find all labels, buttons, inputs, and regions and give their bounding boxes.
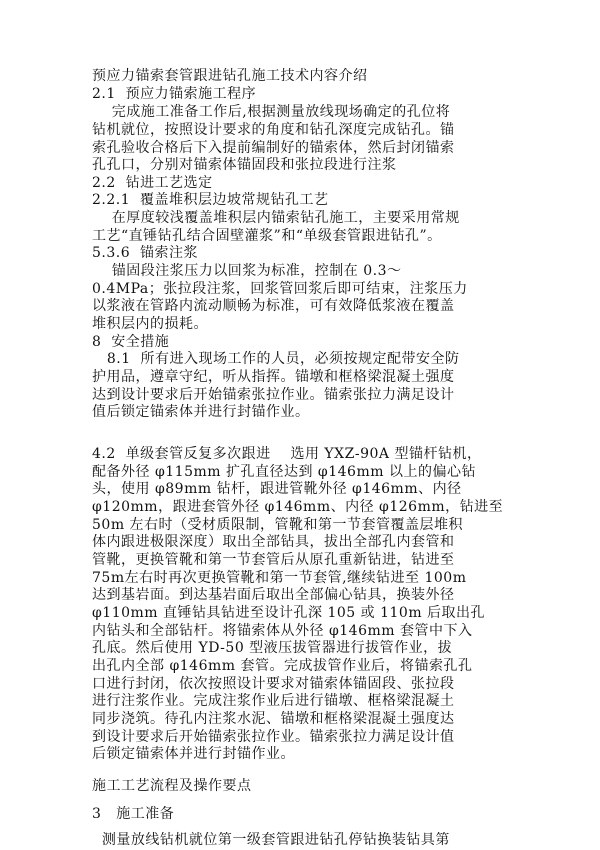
paragraph-line: 孔孔口，分别对锚索体锚固段和张拉段进行注浆 (92, 157, 397, 173)
paragraph-line: 出孔内全部 φ146mm 套管。完成拔管作业后，将锚索孔孔 (92, 658, 473, 674)
paragraph-line: φ120mm，跟进套管外径 φ146mm、内径 φ126mm，钻进至 (92, 499, 504, 515)
paragraph-line: 头，使用 φ89mm 钻杆，跟进管靴外径 φ146mm、内径 (92, 481, 462, 497)
paragraph-line: φ110mm 直锤钻具钻进至设计孔深 105 或 110m 后取出孔 (92, 605, 486, 621)
paragraph-line: 在厚度较浅覆盖堆积层内锚索钻孔施工，主要采用常规 (92, 210, 460, 226)
paragraph-line: 内钻头和全部钻杆。将锚索体从外径 φ146mm 套管中下入 (92, 623, 473, 639)
paragraph-line: 8.1 所有进入现场工作的人员，必须按规定配带安全防 (92, 351, 460, 367)
paragraph-line: 到设计要求后开始锚索张拉作业。锚索张拉力满足设计值 (92, 729, 455, 745)
paragraph-line: 体内跟进极限深度）取出全部钻具，拔出全部孔内套管和 (92, 534, 455, 550)
paragraph-line: 锚固段注浆压力以回浆为标准，控制在 0.3～ (92, 263, 402, 279)
paragraph-line: 后锁定锚索体并进行封锚作业。 (92, 746, 295, 762)
paragraph-line: 0.4MPa；张拉段注浆，回浆管回浆后即可结束，注浆压力 (92, 281, 468, 297)
paragraph-line: 钻机就位，按照设计要求的角度和钻孔深度完成钻孔。锚 (92, 122, 455, 138)
section-heading: 2.2.1 覆盖堆积层边坡常规钻孔工艺 (92, 192, 329, 208)
paragraph-line: 值后锁定锚索体并进行封锚作业。 (92, 404, 310, 420)
paragraph-line: 测量放线钻机就位第一级套管跟进钻孔停钻换装钻具第 (92, 832, 450, 848)
section-heading: 5.3.6 锚索注浆 (92, 245, 199, 261)
paragraph-line: 4.2 单级套管反复多次跟进 选用 YXZ-90A 型锚杆钻机， (92, 446, 482, 462)
paragraph-line: 孔底。然后使用 YD-50 型液压拔管器进行拔管作业，拔 (92, 640, 453, 656)
paragraph-line: 管靴，更换管靴和第一节套管后从原孔重新钻进，钻进至 (92, 552, 455, 568)
paragraph-line: 口进行封闭，依次按照设计要求对锚索体锚固段、张拉段 (92, 676, 455, 692)
paragraph-line: 完成施工准备工作后,根据测量放线现场确定的孔位将 (92, 104, 451, 120)
section-heading: 施工工艺流程及操作要点 (92, 778, 252, 794)
paragraph-line: 50m 左右时（受材质限制，管靴和第一节套管覆盖层堆积 (92, 517, 464, 533)
paragraph-line: 以浆液在管路内流动顺畅为标准，可有效降低浆液在覆盖 (92, 298, 455, 314)
paragraph-line: 配备外径 φ115mm 扩孔直径达到 φ146mm 以上的偏心钻 (92, 464, 476, 480)
paragraph-line: 同步浇筑。待孔内注浆水泥、锚墩和框格梁混凝土强度达 (92, 711, 455, 727)
paragraph-line: 达到设计要求后开始锚索张拉作业。锚索张拉力满足设计 (92, 387, 455, 403)
paragraph-line: 工艺“直锤钻孔结合固壁灌浆”和“单级套管跟进钻孔”。 (92, 228, 442, 244)
paragraph-line: 索孔验收合格后下入提前编制好的锚索体，然后封闭锚索 (92, 140, 455, 156)
document-title: 预应力锚索套管跟进钻孔施工技术内容介绍 (92, 68, 368, 84)
section-heading: 3 施工准备 (92, 806, 175, 822)
paragraph-line: 堆积层内的损耗。 (92, 316, 208, 332)
section-heading: 2.1 预应力锚索施工程序 (92, 86, 257, 102)
paragraph-line: 达到基岩面。到达基岩面后取出全部偏心钻具，换装外径 (92, 587, 455, 603)
section-heading: 2.2 钻进工艺选定 (92, 175, 213, 191)
paragraph-line: 75m左右时再次更换管靴和第一节套管,继续钻进至 100m (92, 570, 467, 586)
section-heading: 8 安全措施 (92, 334, 170, 350)
paragraph-line: 护用品，遵章守纪，听从指挥。锚墩和框格梁混凝土强度 (92, 369, 455, 385)
paragraph-line: 进行注浆作业。完成注浆作业后进行锚墩、框格梁混凝土 (92, 693, 455, 709)
